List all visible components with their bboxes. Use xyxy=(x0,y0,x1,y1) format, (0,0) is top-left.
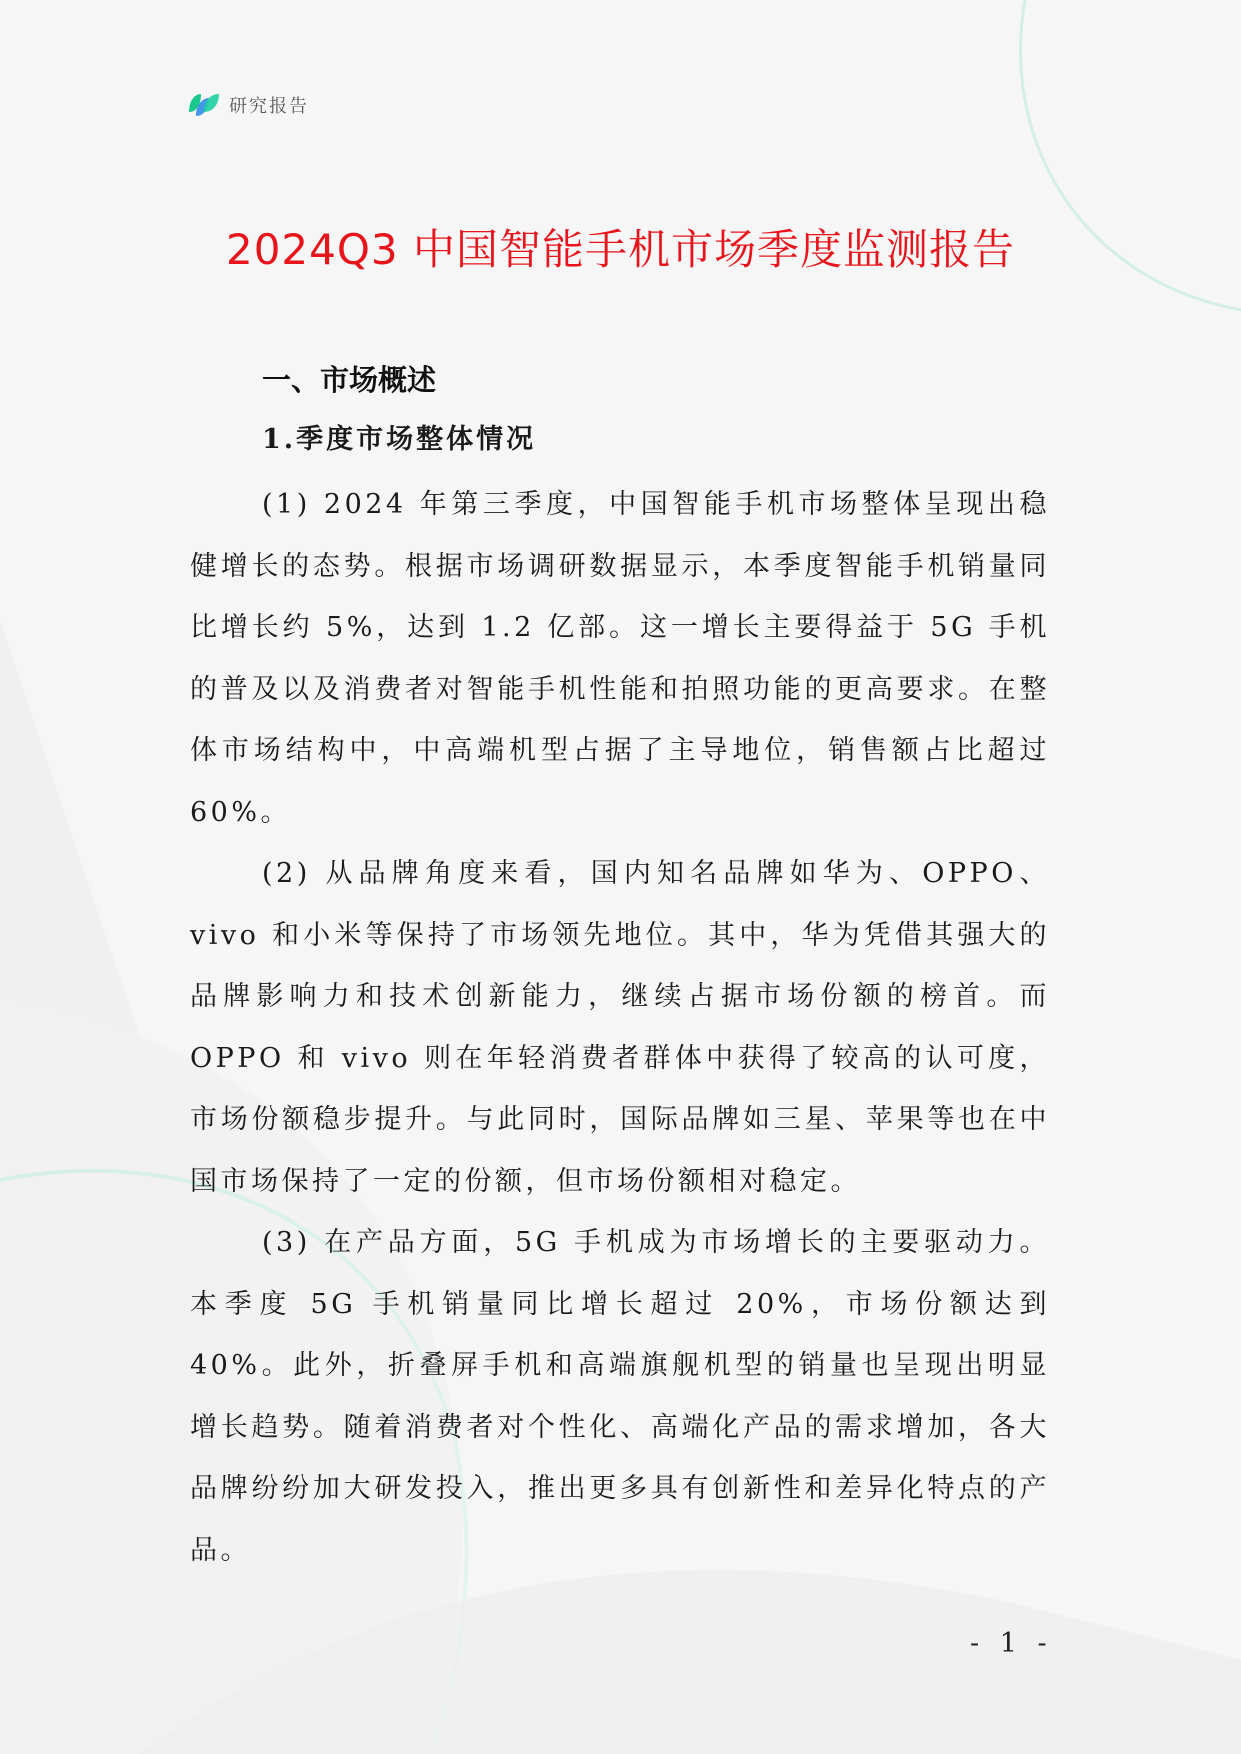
body-paragraph-1: (1) 2024 年第三季度，中国智能手机市场整体呈现出稳健增长的态势。根据市场调研数据显示，本季度智能手机销量同比增长约 5%，达到 1.2 亿部。这一增长主要得益于 5G 手机的普及以及消费者对智能手机性能和拍照功能的更高要求。在整体市场结构中，中高端机型占据了主导地位，销售额占比超过 60%。 xyxy=(190,489,1050,828)
header-logo xyxy=(187,90,309,120)
body-paragraph-3: (3) 在产品方面，5G 手机成为市场增长的主要驱动力。本季度 5G 手机销量同比增长超过 20%，市场份额达到 40%。此外，折叠屏手机和高端旗舰机型的销量也呈现出明显增长趋势。随着消费者对个性化、高端化产品的需求增加，各大品牌纷纷加大研发投入，推出更多具有创新性和差异化特点的产品。 xyxy=(190,1227,1050,1566)
page-number: - 1 - xyxy=(970,1628,1053,1659)
leaf-logo-icon xyxy=(187,90,221,120)
body-paragraph-2: (2) 从品牌角度来看，国内知名品牌如华为、OPPO、vivo 和小米等保持了市场领先地位。其中，华为凭借其强大的品牌影响力和技术创新能力，继续占据市场份额的榜首。而 OPPO 和 vivo 则在年轻消费者群体中获得了较高的认可度，市场份额稳步提升。与此同时，国际品牌如三星、苹果等也在中国市场保持了一定的份额，但市场份额相对稳定。 xyxy=(190,858,1050,1197)
document-title: 2024Q3 中国智能手机市场季度监测报告 xyxy=(225,225,1016,274)
logo-label: 研究报告 xyxy=(229,96,309,117)
sub-heading: 1.季度市场整体情况 xyxy=(262,424,537,455)
section-heading: 一、市场概述 xyxy=(262,363,437,397)
